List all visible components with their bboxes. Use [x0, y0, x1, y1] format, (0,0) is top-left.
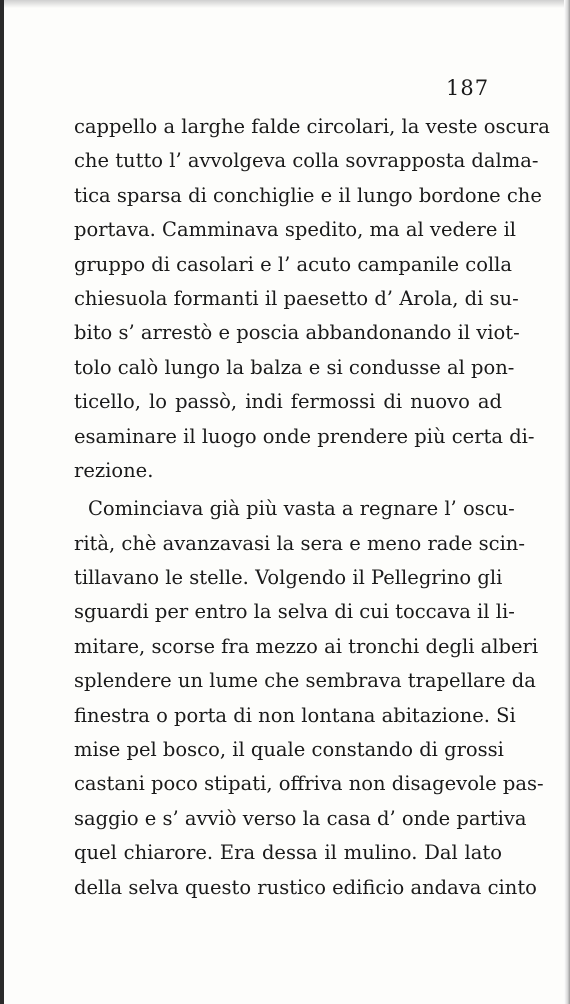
text-line: della selva questo rustico edificio andava cinto — [74, 875, 537, 899]
text-line: Cominciava già più vasta a regnare l’ oscu- — [88, 497, 515, 521]
text-line: chiesuola formanti il paesetto d’ Arola, di su- — [74, 286, 519, 310]
page-top-shadow — [0, 0, 570, 8]
text-line: tica sparsa di conchiglie e il lungo bordone che — [74, 183, 542, 207]
text-line: portava. Camminava spedito, ma al vedere il — [74, 218, 517, 242]
text-line: gruppo di casolari e l’ acuto campanile colla — [74, 252, 513, 276]
text-line: splendere un lume che sembrava trapellare da — [74, 669, 536, 693]
text-line: castani poco stipati, offriva non disagevole pas- — [74, 772, 544, 796]
text-line: tillavano le stelle. Volgendo il Pellegrino gli — [74, 566, 503, 590]
text-line: esaminare il luogo onde prendere più certa di- — [74, 424, 535, 448]
text-line: saggio e s’ avviò verso la casa d’ onde partiva — [74, 806, 527, 830]
text-line: mitare, scorse fra mezzo ai tronchi degli alberi — [74, 634, 539, 658]
page-number: 187 — [446, 76, 490, 100]
body-text — [74, 110, 550, 905]
page-right-edge — [564, 0, 570, 1004]
text-line: cappello a larghe falde circolari, la veste oscura — [74, 115, 550, 138]
text-line: ticello, lo passò, indi fermossi di nuovo ad — [74, 390, 502, 414]
text-line: mise pel bosco, il quale constando di grossi — [74, 738, 504, 762]
text-line: finestra o porta di non lontana abitazione. Si — [74, 703, 516, 727]
text-line: rezione. — [74, 458, 154, 482]
text-line: bito s’ arrestò e poscia abbandonando il viot- — [74, 321, 520, 345]
text-line: che tutto l’ avvolgeva colla sovrapposta dalma- — [74, 149, 539, 173]
text-line: rità, chè avanzavasi la sera e meno rade scin- — [74, 531, 525, 555]
text-line: quel chiarore. Era dessa il mulino. Dal lato — [74, 841, 502, 865]
text-line: sguardi per entro la selva di cui toccava il li- — [74, 600, 515, 624]
paragraph — [74, 110, 550, 488]
paragraph — [74, 492, 544, 905]
text-line: tolo calò lungo la balza e si condusse al pon- — [74, 355, 515, 379]
page-left-edge — [0, 0, 4, 1004]
